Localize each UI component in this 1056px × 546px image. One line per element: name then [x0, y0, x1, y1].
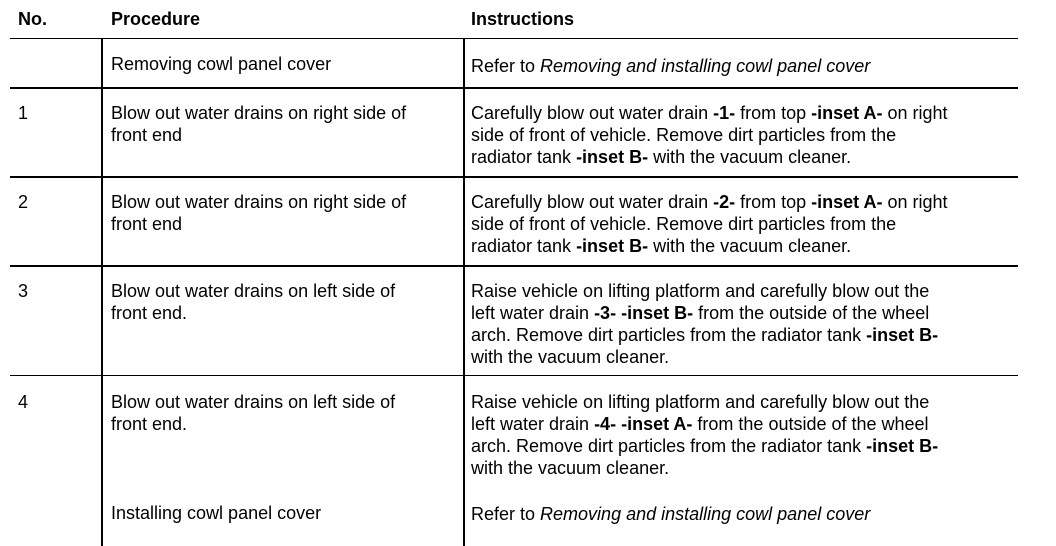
row-instruction-line: Carefully blow out water drain -2- from top -inset A- on right — [471, 192, 948, 212]
intro-refer: Refer to — [471, 56, 536, 76]
inset-reference: -inset A- — [811, 103, 883, 123]
row-procedure-line: front end — [111, 125, 183, 145]
row-instruction-line: with the vacuum cleaner. — [471, 347, 670, 367]
column-divider-left — [101, 38, 103, 546]
row-instruction-line: Carefully blow out water drain -1- from top -inset A- on right — [471, 103, 948, 123]
row-divider — [10, 375, 1018, 376]
outro-instruction — [471, 503, 870, 525]
outro-reference-title: Removing and installing cowl panel cover — [540, 504, 871, 524]
row-procedure-line: Blow out water drains on right side of — [111, 103, 407, 123]
row-instruction-line: side of front of vehicle. Remove dirt particles from the — [471, 125, 897, 145]
outro-procedure: Installing cowl panel cover — [111, 503, 322, 523]
inset-reference: -1- — [713, 103, 736, 123]
inset-reference: -inset A- — [811, 192, 883, 212]
row-instruction-line: left water drain -4- -inset A- from the outside of the wheel — [471, 414, 929, 434]
row-instruction-line: side of front of vehicle. Remove dirt particles from the — [471, 214, 897, 234]
inset-reference: -2- — [713, 192, 736, 212]
row-procedure-line: Blow out water drains on right side of — [111, 192, 407, 212]
intro-instruction — [471, 55, 870, 77]
row-instruction-line: arch. Remove dirt particles from the radiator tank -inset B- — [471, 325, 939, 345]
row-instruction-line: with the vacuum cleaner. — [471, 458, 670, 478]
header-procedure: Procedure — [111, 9, 201, 29]
row-procedure-line: front end — [111, 214, 183, 234]
row-number: 4 — [18, 392, 29, 412]
row-instruction-line: Raise vehicle on lifting platform and carefully blow out the — [471, 392, 930, 412]
inset-reference: -inset B- — [621, 303, 694, 323]
inset-reference: -3- — [594, 303, 617, 323]
row-procedure-line: front end. — [111, 303, 188, 323]
row-instruction-line: radiator tank -inset B- with the vacuum cleaner. — [471, 236, 852, 256]
row-divider — [10, 176, 1018, 178]
inset-reference: -inset B- — [576, 236, 649, 256]
row-number: 3 — [18, 281, 29, 301]
row-instruction-line: arch. Remove dirt particles from the radiator tank -inset B- — [471, 436, 939, 456]
header-rule — [10, 38, 1018, 39]
row-procedure-line: Blow out water drains on left side of — [111, 281, 396, 301]
intro-reference-title: Removing and installing cowl panel cover — [540, 56, 871, 76]
inset-reference: -inset A- — [621, 414, 693, 434]
row-divider — [10, 87, 1018, 89]
outro-refer: Refer to — [471, 504, 536, 524]
column-divider-right — [463, 38, 465, 546]
row-instruction-line: left water drain -3- -inset B- from the outside of the wheel — [471, 303, 930, 323]
inset-reference: -inset B- — [866, 436, 939, 456]
inset-reference: -4- — [594, 414, 617, 434]
row-procedure-line: Blow out water drains on left side of — [111, 392, 396, 412]
intro-procedure: Removing cowl panel cover — [111, 54, 332, 74]
row-number: 2 — [18, 192, 29, 212]
header-instructions: Instructions — [471, 9, 575, 29]
row-number: 1 — [18, 103, 29, 123]
header-no: No. — [18, 9, 47, 29]
row-instruction-line: Raise vehicle on lifting platform and carefully blow out the — [471, 281, 930, 301]
row-procedure-line: front end. — [111, 414, 188, 434]
inset-reference: -inset B- — [576, 147, 649, 167]
row-divider — [10, 265, 1018, 267]
inset-reference: -inset B- — [866, 325, 939, 345]
row-instruction-line: radiator tank -inset B- with the vacuum cleaner. — [471, 147, 852, 167]
